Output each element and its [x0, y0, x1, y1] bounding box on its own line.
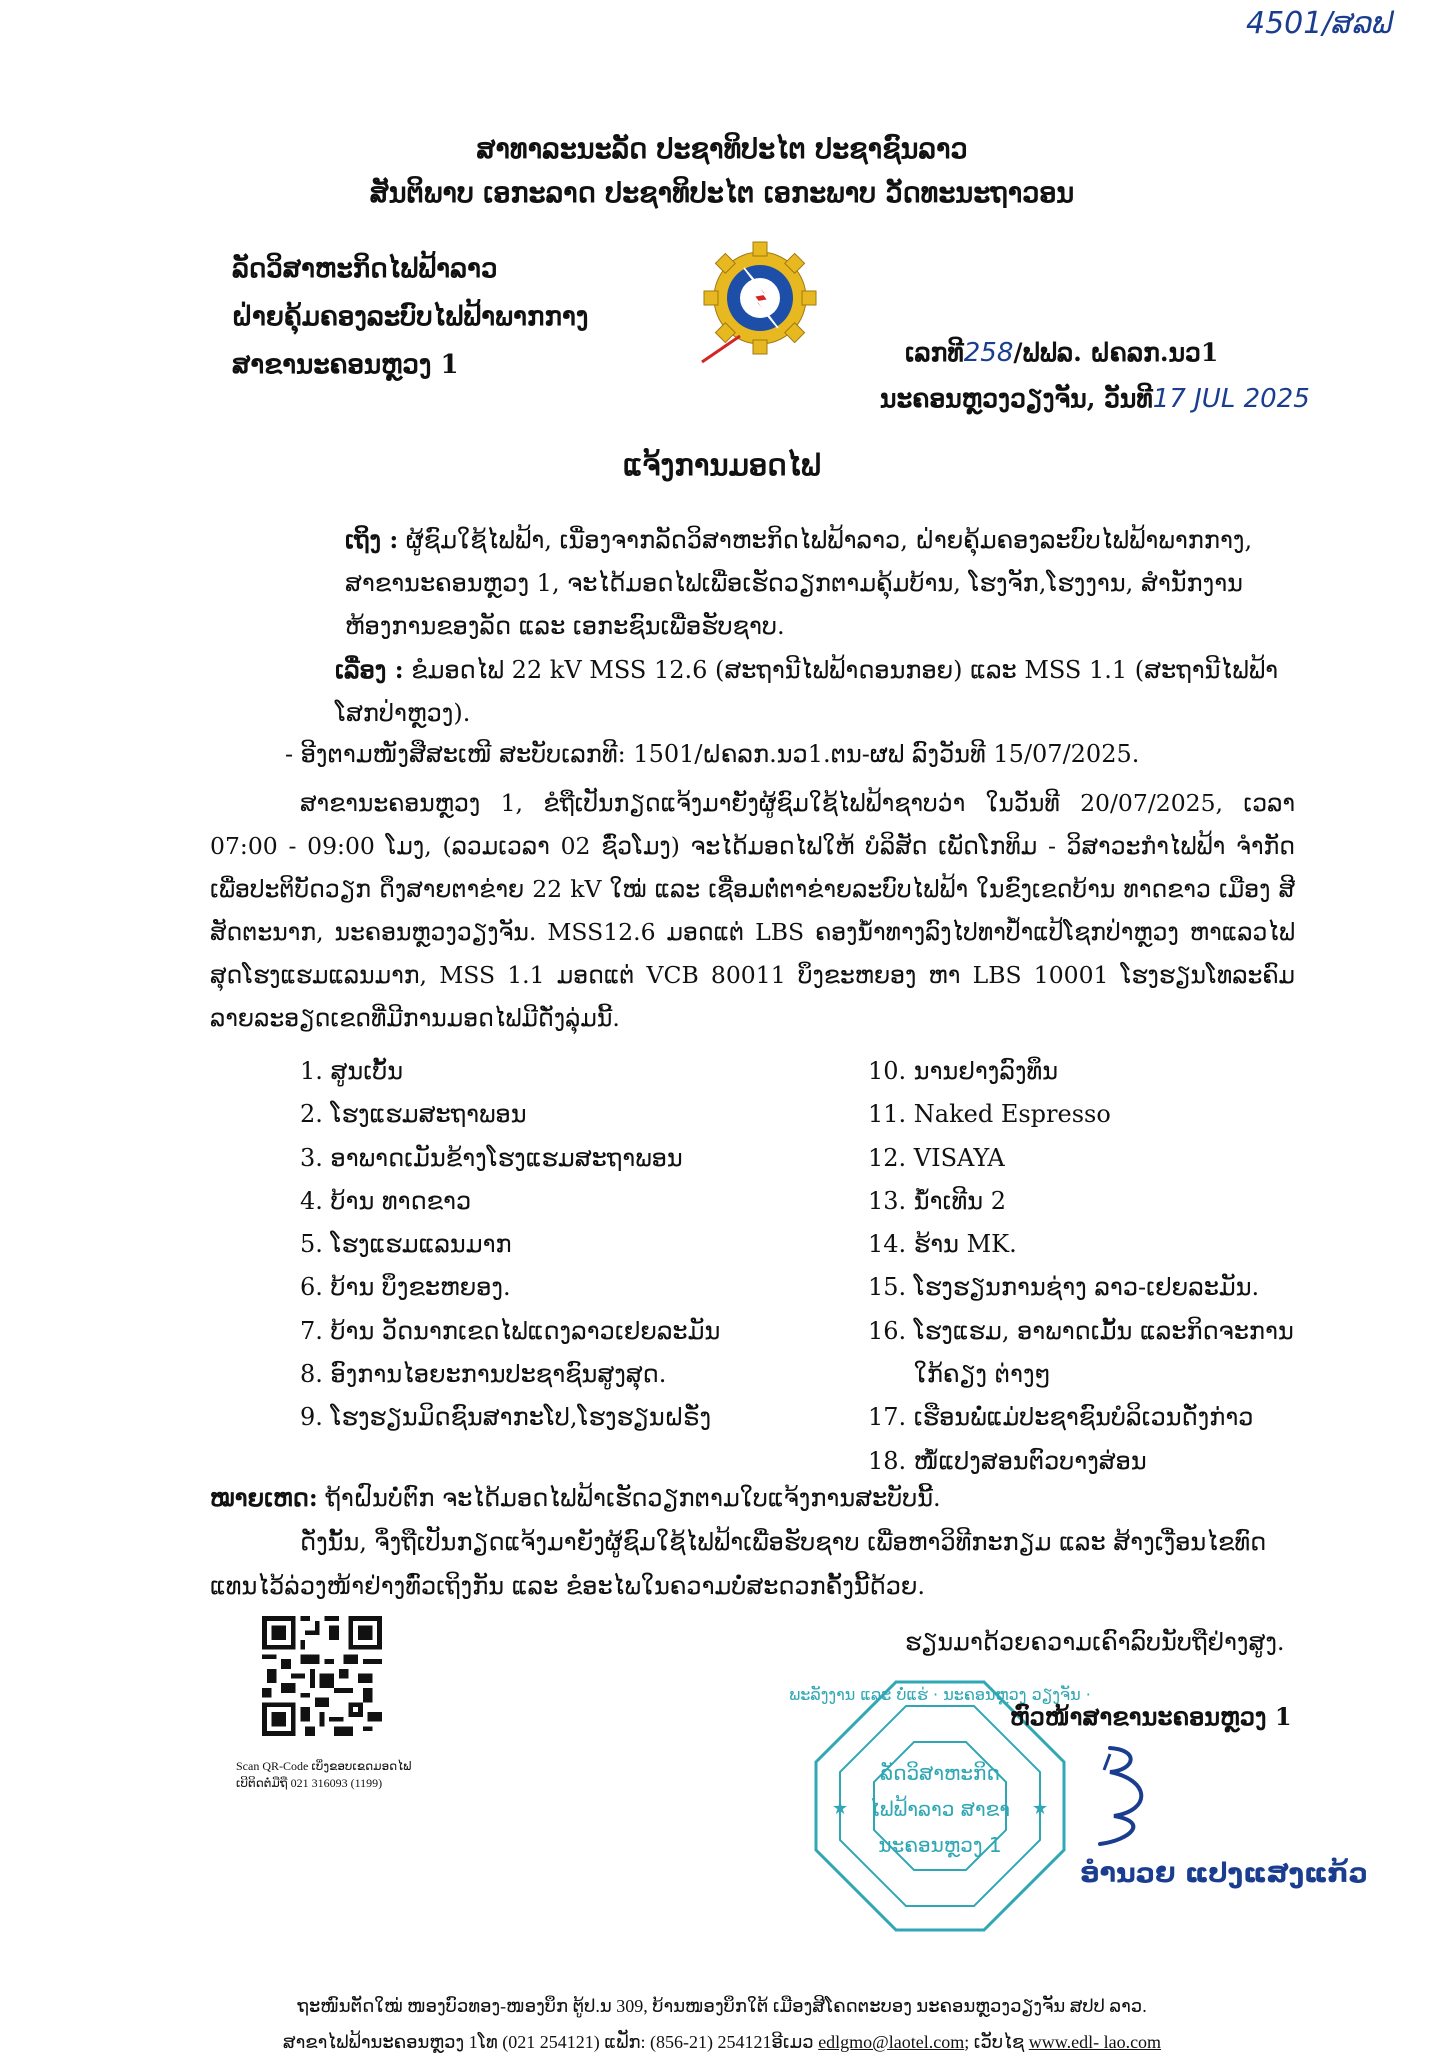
remark — [210, 1476, 1310, 1520]
qr-caption-line1: Scan QR-Code ເບິ່ງຂອບເຂດມອດໄຟ — [236, 1759, 412, 1773]
reference-line: - ອີງຕາມໜັງສືສະເໜີ ສະບັບເລກທີ: 1501/ຝຄລກ.ນວ1.ຕນ-ຜຟ ລົງວັນທີ 15/07/2025. — [285, 740, 1140, 768]
stamp-line3: ນະຄອນຫຼວງ 1 — [878, 1833, 1002, 1857]
subject-text: ຂໍມອດໄຟ 22 kV MSS 12.6 (ສະຖານີໄຟຟ້າດອນກອຍ) ແລະ MSS 1.1 (ສະຖານີໄຟຟ້າ ໂສກປ່າຫຼວງ). — [335, 656, 1279, 727]
handwritten-corner-note: 4501/ສລຟ — [1246, 6, 1394, 41]
list-item: 16. ໂຮງແຮມ, ອາພາດເມັ້ນ ແລະກິດຈະການ — [868, 1316, 1294, 1345]
list-item: 13. ນ້ຳເທີນ 2 — [868, 1186, 1006, 1215]
qr-caption-line2: ເບີຕິດຕໍ່ມືຖື 021 316093 (1199) — [236, 1776, 383, 1790]
stamp-star-left-icon: ★ — [832, 1798, 849, 1819]
list-item: 11. Naked Espresso — [868, 1100, 1111, 1129]
ref-date-value: 17 JUL 2025 — [1152, 384, 1310, 414]
stamp-ring-text: ພະລັງງານ ແລະ ບໍ່ແຮ່ · ນະຄອນຫຼວງ ວຽງຈັນ · — [789, 1685, 1091, 1704]
areas-list-left — [300, 1050, 820, 1440]
org-line1: ລັດວິສາຫະກິດໄຟຟ້າລາວ — [232, 254, 498, 284]
list-item: 9. ໂຮງຮຽນມິດຊົນສາກະໂປ,ໂຮງຮຽນຝຣັ່ງ — [300, 1403, 712, 1432]
qr-code[interactable] — [262, 1616, 382, 1736]
remark-label: ໝາຍເຫດ: — [210, 1483, 318, 1512]
ref-no-suffix: /ຟຟລ. ຝຄລກ.ນວ1 — [1013, 338, 1219, 367]
signature — [1080, 1740, 1170, 1850]
respect-line: ຮຽນມາດ້ວຍຄວາມເຄົາລົບນັບຖືຢ່າງສູງ. — [905, 1628, 1285, 1656]
footer-contact — [0, 2024, 1444, 2060]
list-item: 17. ເຮືອນພໍ່ແມ່ປະຊາຊົນບໍລິເວນດັ່ງກ່າວ — [868, 1403, 1254, 1432]
to-text: ຜູ້ຊົມໃຊ້ໄຟຟ້າ, ເນື່ອງຈາກລັດວິສາຫະກິດໄຟຟ້າລາວ, ຝ່າຍຄຸ້ມຄອງລະບົບໄຟຟ້າພາກກາງ, ສາຂານະຄອນຫຼວງ 1, ຈະໄດ້ມອດໄຟເພື່ອເຮັດວຽກຕາມຄຸ້ມບ້ານ, ໂຮງຈັກ,ໂຮງງານ, ສຳນັກງານຫ້ອງການຂອງລັດ ແລະ ເອກະຊົນເພື່ອຮັບຊາບ. — [345, 526, 1253, 640]
body-paragraph: ສາຂານະຄອນຫຼວງ 1, ຂໍຖືເປັນກຽດແຈ້ງມາຍັງຜູ້ຊົມໃຊ້ໄຟຟ້າຊາບວ່າ ໃນວັນທີ 20/07/2025, ເວລາ 07:00 - 09:00 ໂມງ, (ລວມເວລາ 02 ຊົ່ວໂມງ) ຈະໄດ້ມອດໄຟໃຫ້ ບໍລິສັດ ເພັດໂກທິມ - ວິສາວະກຳໄຟຟ້າ ຈຳກັດ ເພື່ອປະຕິບັດວຽກ ດຶງສາຍຕາຂ່າຍ 22 kV ໃໝ່ ແລະ ເຊື່ອມຕໍ່ຕາຂ່າຍລະບົບໄຟຟ້າ ໃນຂົງເຂດບ້ານ ທາດຂາວ ເມືອງ ສີສັດຕະນາກ, ນະຄອນຫຼວງວຽງຈັນ. MSS12.6 ມອດແຕ່ LBS ຄອງນ້ຳທາງລົງໄປທາປ້ຳແປ້ໂຊກປ່າຫຼວງ ຫາແລວໄຟສຸດໂຮງແຮມແລນມາກ, MSS 1.1 ມອດແຕ່ VCB 80011 ບຶງຂະຫຍອງ ຫາ LBS 10001 ໂຮງຮຽນໂທລະຄົມ ລາຍລະອຽດເຂດທີ່ມີການມອດໄຟມີດັ່ງລຸ່ມນີ້. — [210, 789, 1295, 1032]
to-label: ເຖິງ : — [345, 525, 399, 554]
list-item: 14. ຮ້ານ MK. — [868, 1230, 1017, 1259]
organization-block — [232, 245, 588, 389]
national-header-line2: ສັນຕິພາບ ເອກະລາດ ປະຊາທິປະໄຕ ເອກະພາບ ວັດທະນະຖາວອນ — [369, 178, 1075, 209]
stamp-star-right-icon: ★ — [1032, 1798, 1049, 1819]
list-item: 6. ບ້ານ ບຶງຂະຫຍອງ. — [300, 1273, 511, 1302]
footer — [0, 1988, 1444, 2060]
national-header-line1: ສາທາລະນະລັດ ປະຊາທິປະໄຕ ປະຊາຊົນລາວ — [476, 134, 968, 165]
list-item: ໃກ້ຄຽງ ຕ່າງໆ — [868, 1360, 1051, 1389]
subject-label: ເລື່ອງ : — [335, 655, 404, 684]
national-header — [0, 128, 1444, 216]
footer-address: ຖະໜົນຕັດໃໝ່ ໜອງບົວທອງ-ໜອງບຶກ ຕູ້ປ.ນ 309, ບ້ານໜອງບຶກໃຕ້ ເມືອງສີໂຄດຕະບອງ ນະຄອນຫຼວງວຽງຈັນ ສປປ ລາວ. — [297, 1996, 1147, 2016]
footer-website-link[interactable]: www.edl- lao.com — [1028, 2032, 1162, 2052]
remark-text: ຖ້າຝົນບໍ່ຕົກ ຈະໄດ້ມອດໄຟຟ້າເຮັດວຽກຕາມໃບແຈ້ງການສະບັບນີ້. — [317, 1484, 941, 1512]
ref-no-value: 258 — [963, 338, 1014, 368]
list-item: 4. ບ້ານ ທາດຂາວ — [300, 1186, 472, 1215]
stamp-line2: ໄຟຟ້າລາວ ສາຂາ — [869, 1797, 1011, 1821]
list-item: 7. ບ້ານ ວັດນາກເຂດໄຟແດງລາວເຢຍລະມັນ — [300, 1316, 721, 1345]
reference-number — [905, 338, 1218, 368]
ref-date-prefix: ນະຄອນຫຼວງວຽງຈັນ, ວັນທີ — [880, 384, 1153, 413]
areas-list-right — [868, 1050, 1308, 1483]
org-line2: ຝ່າຍຄຸ້ມຄອງລະບົບໄຟຟ້າພາກກາງ — [232, 302, 589, 332]
closing-paragraph: ດັ່ງນັ້ນ, ຈຶ່ງຖືເປັນກຽດແຈ້ງມາຍັງຜູ້ຊົມໃຊ້ໄຟຟ້າເພື່ອຮັບຊາບ ເພື່ອຫາວິທີກະກຽມ ແລະ ສ້າງເງື່ອນໄຂທົດແທນໄວ້ລ່ວງໜ້າຢ່າງທົ່ວເຖິງກັນ ແລະ ຂໍອະໄພໃນຄວາມບໍ່ສະດວກຄັ້ງນີ້ດ້ວຍ. — [210, 1528, 1267, 1600]
list-item: 10. ນານຢາງລົງທຶນ — [868, 1057, 1059, 1085]
qr-caption — [236, 1758, 411, 1792]
org-line3: ສາຂານະຄອນຫຼວງ 1 — [232, 350, 459, 380]
stamp-line1: ລັດວິສາຫະກິດ — [880, 1761, 1000, 1785]
notice-title: ແຈ້ງການມອດໄຟ — [623, 448, 821, 482]
footer-email-link[interactable]: edlgmo@laotel.com — [818, 2032, 965, 2052]
list-item: 12. VISAYA — [868, 1143, 1005, 1172]
list-item: 15. ໂຮງຮຽນການຊ່າງ ລາວ-ເຢຍລະມັນ. — [868, 1273, 1260, 1302]
footer-contact-prefix: ສາຂາໄຟຟ້ານະຄອນຫຼວງ 1ໂທ (021 254121) ແຟັກ: (856-21) 254121ອີເມວ — [282, 2032, 819, 2052]
signer-name: ອຳນວຍ ແປງແສງແກ້ວ — [1080, 1858, 1368, 1889]
edl-logo — [700, 236, 820, 366]
list-item: 2. ໂຮງແຮມສະຖາພອນ — [300, 1100, 527, 1129]
signer-title: ຫົວໜ້າສາຂານະຄອນຫຼວງ 1 — [1010, 1702, 1292, 1731]
list-item: 1. ສູນເບັ້ນ — [300, 1057, 404, 1085]
to-block — [345, 518, 1295, 648]
subject-block — [335, 648, 1295, 735]
list-item: 8. ອົງການໄອຍະການປະຊາຊົນສູງສຸດ. — [300, 1360, 667, 1389]
list-item: 5. ໂຮງແຮມແລນມາກ — [300, 1230, 512, 1259]
list-item: 3. ອາພາດເມັນຂ້າງໂຮງແຮມສະຖາພອນ — [300, 1143, 683, 1172]
list-item: 18. ໜໍ້ແປງສອນຕົວບາງສ່ອນ — [868, 1446, 1147, 1475]
reference-date — [880, 384, 1310, 414]
ref-no-prefix: ເລກທີ — [905, 338, 964, 367]
footer-contact-mid: ; ເວັບໄຊ — [964, 2032, 1029, 2052]
